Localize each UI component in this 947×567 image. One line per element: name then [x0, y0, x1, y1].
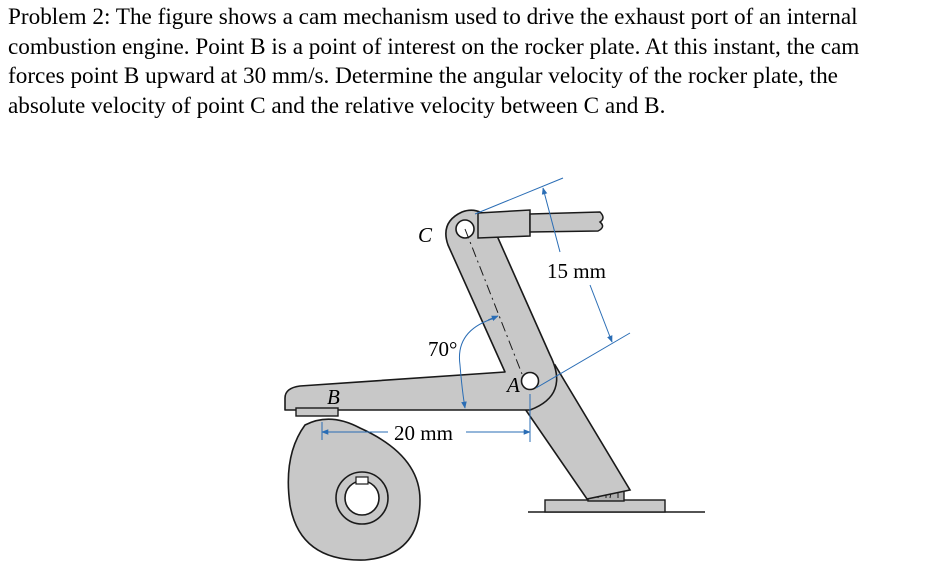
- label-point-b: B: [327, 385, 340, 409]
- problem-line-2: combustion engine. Point B is a point of interest on the rocker plate. At this instant, the cam: [8, 33, 860, 60]
- label-point-c: C: [418, 223, 433, 247]
- problem-line-3: forces point B upward at 30 mm/s. Determine the angular velocity of the rocker plate, the: [8, 63, 838, 89]
- label-angle: 70°: [428, 337, 458, 361]
- pin-a: [522, 373, 539, 390]
- problem-line-1: Problem 2: The figure shows a cam mechanism used to drive the exhaust port of an internal: [8, 4, 858, 30]
- label-dim-perpendicular: 15 mm: [547, 259, 606, 283]
- problem-line-4: absolute velocity of point C and the relative velocity between C and B.: [8, 92, 666, 119]
- push-rod: [478, 210, 603, 238]
- ground-base: [528, 500, 705, 512]
- label-dim-horizontal: 20 mm: [394, 421, 453, 445]
- cam-keyway: [356, 477, 368, 484]
- label-point-a: A: [507, 373, 520, 397]
